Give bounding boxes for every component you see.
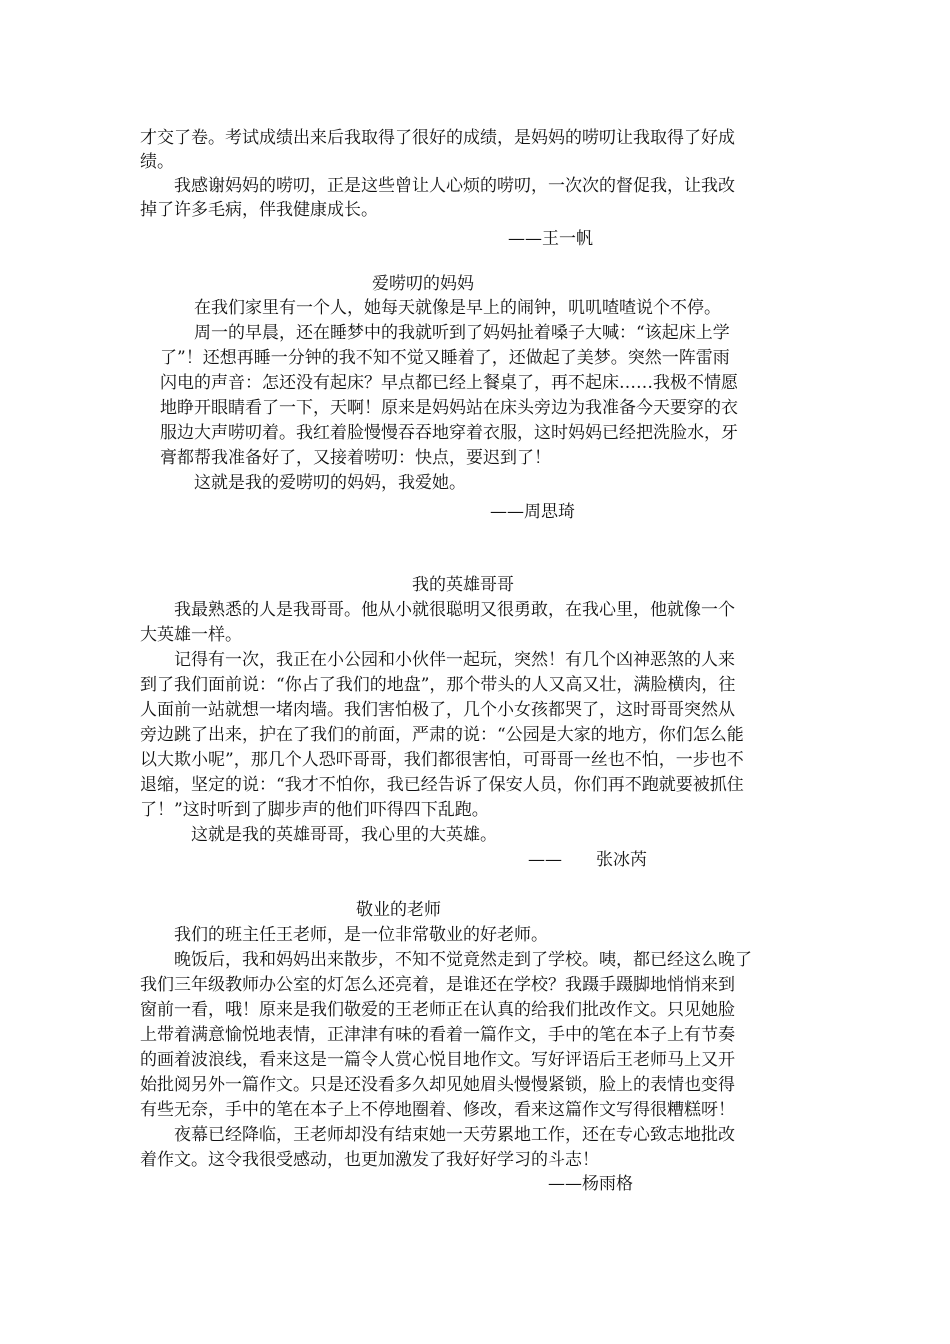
essay3-title: 我的英雄哥哥: [412, 575, 514, 595]
essay1-author: ——王一帆: [508, 229, 593, 249]
essay4-title: 敬业的老师: [356, 900, 441, 920]
essay1-line: 掉了许多毛病，伴我健康成长。: [140, 200, 378, 220]
essay2-line: 地睁开眼睛看了一下，天啊！原来是妈妈站在床头旁边为我准备今天要穿的衣: [160, 398, 738, 418]
essay2-line: 膏都帮我准备好了，又接着唠叨：快点，要迟到了！: [160, 448, 551, 468]
essay2-title: 爱唠叨的妈妈: [372, 274, 474, 294]
essay2-author: ——周思琦: [490, 502, 575, 522]
essay2-line: 了”！还想再睡一分钟的我不知不觉又睡着了，还做起了美梦。突然一阵雷雨: [160, 348, 730, 368]
essay3-line: 旁边跳了出来，护在了我们的前面，严肃的说：“公园是大家的地方，你们怎么能: [140, 725, 744, 745]
essay1-line: 才交了卷。考试成绩出来后我取得了很好的成绩，是妈妈的唠叨让我取得了好成: [140, 128, 735, 148]
essay4-line: 我们的班主任王老师，是一位非常敬业的好老师。: [140, 925, 548, 945]
essay3-line: 我最熟悉的人是我哥哥。他从小就很聪明又很勇敢，在我心里，他就像一个: [140, 600, 735, 620]
essay3-line: 退缩，坚定的说：“我才不怕你，我已经告诉了保安人员，你们再不跑就要被抓住: [140, 775, 744, 795]
essay4-line: 晚饭后，我和妈妈出来散步，不知不觉竟然走到了学校。咦，都已经这么晚了: [140, 950, 752, 970]
essay4-line: 着作文。这令我很受感动，也更加激发了我好好学习的斗志！: [140, 1150, 599, 1170]
essay2-line: 这就是我的爱唠叨的妈妈，我爱她。: [160, 473, 466, 493]
essay1-line: 绩。: [140, 152, 174, 172]
essay4-line: 的画着波浪线，看来这是一篇令人赏心悦目地作文。写好评语后王老师马上又开: [140, 1050, 735, 1070]
essay1-line: 我感谢妈妈的唠叨，正是这些曾让人心烦的唠叨，一次次的督促我，让我改: [140, 176, 735, 196]
essay2-line: 服边大声唠叨着。我红着脸慢慢吞吞地穿着衣服，这时妈妈已经把洗脸水，牙: [160, 423, 738, 443]
essay2-line: 在我们家里有一个人，她每天就像是早上的闹钟，叽叽喳喳说个不停。: [160, 298, 721, 318]
essay3-line: 到了我们面前说：“你占了我们的地盘”，那个带头的人又高又壮，满脸横肉，往: [140, 675, 736, 695]
essay3-line: 大英雄一样。: [140, 625, 242, 645]
essay4-line: 上带着满意愉悦地表情，正津津有味的看着一篇作文，手中的笔在本子上有节奏: [140, 1025, 735, 1045]
essay3-line: 以大欺小呢”，那几个人恐吓哥哥，我们都很害怕，可哥哥一丝也不怕，一步也不: [140, 750, 744, 770]
essay4-line: 有些无奈，手中的笔在本子上不停地圈着、修改，看来这篇作文写得很糟糕呀！: [140, 1100, 735, 1120]
essay4-line: 我们三年级教师办公室的灯怎么还亮着，是谁还在学校？我蹑手蹑脚地悄悄来到: [140, 975, 735, 995]
essay4-line: 夜幕已经降临，王老师却没有结束她一天劳累地工作，还在专心致志地批改: [140, 1125, 735, 1145]
essay4-author: ——杨雨格: [548, 1174, 633, 1194]
essay4-line: 始批阅另外一篇作文。只是还没看多久却见她眉头慢慢紧锁，脸上的表情也变得: [140, 1075, 735, 1095]
essay3-line: 这就是我的英雄哥哥，我心里的大英雄。: [140, 825, 497, 845]
essay3-author: —— 张冰芮: [528, 850, 647, 870]
essay2-line: 周一的早晨，还在睡梦中的我就听到了妈妈扯着嗓子大喊：“该起床上学: [160, 323, 730, 343]
essay2-line: 闪电的声音：怎还没有起床？早点都已经上餐桌了，再不起床……我极不情愿: [160, 373, 738, 393]
essay4-line: 窗前一看，哦！原来是我们敬爱的王老师正在认真的给我们批改作文。只见她脸: [140, 1000, 735, 1020]
essay3-line: 记得有一次，我正在小公园和小伙伴一起玩，突然！有几个凶神恶煞的人来: [140, 650, 735, 670]
essay3-line: 人面前一站就想一堵肉墙。我们害怕极了，几个小女孩都哭了，这时哥哥突然从: [140, 700, 735, 720]
essay3-line: 了！”这时听到了脚步声的他们吓得四下乱跑。: [140, 800, 489, 820]
